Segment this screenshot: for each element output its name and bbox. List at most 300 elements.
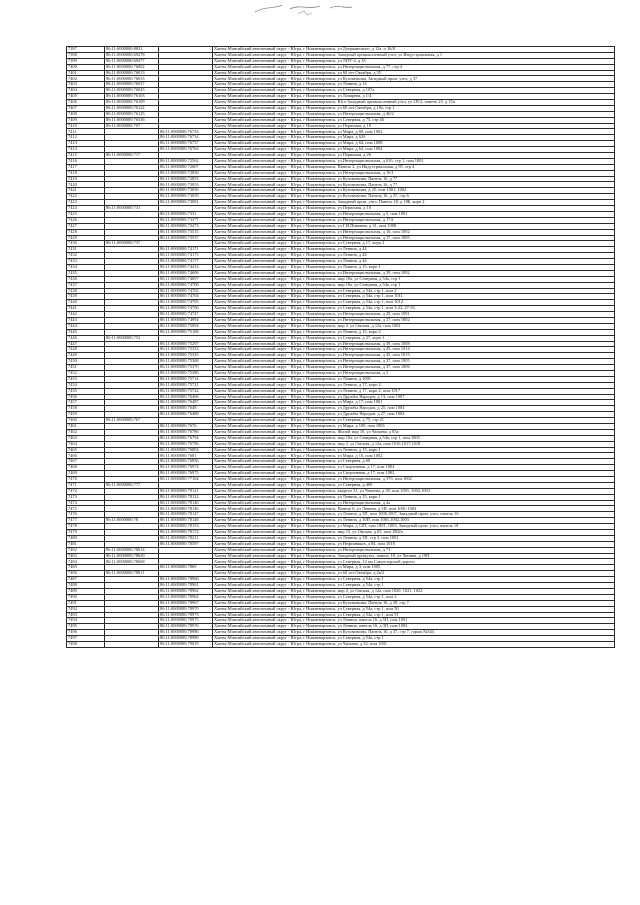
parcel-number-cell: 86:11:0000000:777 — [105, 482, 159, 488]
address-prefix: Ханты-Мансийский автономный округ - Югра, г Нижневартовск, — [214, 553, 338, 558]
row-number-cell: 7419 — [67, 176, 105, 182]
object-number-cell: 86:11:0000000:78964 — [159, 594, 213, 600]
row-number-cell: 7488 — [67, 583, 105, 589]
object-number-cell: 86:11:0000000:76794 — [159, 435, 213, 441]
row-number-cell: 7458 — [67, 406, 105, 412]
address-prefix: Ханты-Мансийский автономный округ - Югра, г Нижневартовск, — [214, 152, 338, 158]
address-prefix: Ханты-Мансийский автономный округ - Югра, г Нижневартовск, — [214, 623, 338, 629]
address-prefix: Ханты-Мансийский автономный округ - Югра, г Нижневартовск, — [214, 264, 338, 269]
row-number-cell: 7471 — [67, 482, 105, 488]
row-number-cell: 7498 — [67, 641, 105, 647]
address-detail: ул Северная, д 40б — [337, 482, 373, 487]
object-number-cell: 86:11:0000000:78121 — [159, 488, 213, 494]
address-prefix: Ханты-Мансийский автономный округ - Югра, г Нижневартовск, — [214, 199, 338, 205]
object-number-cell: 86:11:0000000:7331 — [159, 211, 213, 217]
row-number-cell: 7449 — [67, 353, 105, 359]
object-number-cell: 86:11:0000000:75333 — [159, 347, 213, 353]
object-number-cell: 86:11:0000000:74747 — [159, 312, 213, 318]
address-prefix: Ханты-Мансийский автономный округ - Югра, г Нижневартовск, — [214, 612, 338, 617]
address-prefix: Ханты-Мансийский автономный округ - Югра, г Нижневартовск, — [214, 388, 338, 393]
row-number-cell: 7434 — [67, 264, 105, 270]
cadastral-registry-table — [66, 46, 615, 648]
parcel-number-cell: 86:11:0000000:76125 — [105, 111, 159, 117]
row-number-cell: 7489 — [67, 588, 105, 594]
object-number-cell: 86:11:0000000:74704 — [159, 294, 213, 300]
address-detail: ул Лопарева, д 1/4 — [337, 93, 372, 99]
address-detail: ул Мира, д 3, пом 1005 — [337, 564, 381, 570]
address-prefix: Ханты-Мансийский автономный округ - Югра, г Нижневартовск, — [214, 564, 338, 570]
parcel-number-cell: 86:11:0000000:752 — [105, 335, 159, 341]
object-number-cell: 86:11:0000000:75297 — [159, 341, 213, 347]
address-prefix: Ханты-Мансийский автономный округ - Югра, г Нижневартовск, — [214, 358, 338, 364]
row-number-cell: 7418 — [67, 170, 105, 176]
address-detail: ул Северная, д 54а, стр 1, пом 50 — [337, 606, 399, 611]
address-prefix: Ханты-Мансийский автономный округ - Югра, г Нижневартовск, — [214, 405, 338, 411]
address-detail: ул Кузоваткина, д 25, пом 1001, 1002 — [337, 187, 407, 193]
address-detail: ул Интернациональная, д 16, пом 1002 — [337, 229, 410, 234]
address-detail: ул Интернациональная, д 37б, пом 1002 — [337, 476, 412, 482]
address-detail: ул Мира, д 100, пом 1003 — [337, 423, 385, 429]
row-number-cell: 7481 — [67, 541, 105, 547]
address-detail: ул Ленина, панель 16, д 5П, пом 1001 — [337, 617, 408, 623]
address-prefix: Ханты-Мансийский автономный округ - Югра, г Нижневартовск, — [214, 193, 338, 199]
object-number-cell: 86:11:0000000:72853 — [159, 176, 213, 182]
address-prefix: Ханты-Мансийский автономный округ - Югра, г Нижневартовск, — [214, 293, 338, 299]
parcel-number-cell: 86:11:0000000:76002 — [105, 64, 159, 70]
object-number-cell: 86:11:0000000:72830 — [159, 170, 213, 176]
address-detail: ул Дружбы Народов, д 13, пом 1007 — [337, 394, 405, 399]
address-detail: ул Кузоваткина, Панель 16, д 37, стр 7, гараж №344 — [337, 629, 434, 635]
address-detail: ул Интернациональная, д 39, пом 1008 — [337, 341, 410, 346]
address-cell — [213, 641, 615, 647]
object-number-cell: 86:11:0000000:78986 — [159, 630, 213, 636]
object-number-cell: 86:11:0000000:76466 — [159, 394, 213, 400]
address-prefix: Ханты-Мансийский автономный округ - Югра, г Нижневартовск, — [214, 299, 338, 305]
object-number-cell: 86:11:0000000:78975 — [159, 618, 213, 624]
address-detail: ул Мира, д 62б — [337, 134, 366, 140]
address-prefix: Ханты-Мансийский автономный округ - Югра, г Нижневартовск, — [214, 429, 338, 434]
address-detail: ул Интернациональная, д 2 — [337, 370, 389, 376]
address-prefix: Ханты-Мансийский автономный округ - Югра, г Нижневартовск, — [214, 187, 338, 193]
row-number-cell: 7445 — [67, 329, 105, 335]
address-detail: ул Ленина, д 17, корп 2 — [337, 382, 381, 387]
address-detail: ул Интернациональная, д 16/1 — [337, 170, 394, 175]
row-number-cell: 7484 — [67, 559, 105, 565]
object-number-cell: 86:11:0000000:75386 — [159, 370, 213, 376]
address-detail: мкр 10а, ул Северная, д 54а, стр 1 — [337, 276, 401, 281]
row-number-cell: 7436 — [67, 276, 105, 282]
row-number-cell: 7437 — [67, 282, 105, 288]
address-prefix: Ханты-Мансийский автономный округ - Югра, г Нижневартовск, — [214, 606, 338, 611]
address-prefix: Ханты-Мансийский автономный округ - Югра, г Нижневартовск, — [214, 58, 338, 63]
row-number-cell: 7397 — [67, 47, 105, 53]
object-number-cell: 86:11:0000000:75108 — [159, 329, 213, 335]
address-detail: ул Северная, д 54а, стр 1 — [337, 635, 384, 641]
row-number-cell: 7495 — [67, 624, 105, 630]
address-detail: ул Северная, д 60 — [337, 458, 371, 464]
object-number-cell: 86:11:0000000:74177 — [159, 259, 213, 265]
address-detail: Западный пром. узел, Панель 18, д 18Б, корп 2 — [337, 199, 425, 205]
address-prefix: Ханты-Мансийский автономный округ - Югра, г Нижневартовск, — [214, 352, 338, 358]
row-number-cell: 7463 — [67, 435, 105, 441]
address-detail: Юго-Западный промышленный узел, ул 2П-2, панель 25, д 15а — [337, 99, 455, 105]
row-number-cell: 7430 — [67, 241, 105, 247]
object-number-cell: 86:11:0000000:78989 — [159, 636, 213, 642]
address-prefix: Ханты-Мансийский автономный округ - Югра, г Нижневартовск, — [214, 341, 338, 346]
address-prefix: Ханты-Мансийский автономный округ - Югра, г Нижневартовск, — [214, 128, 338, 134]
object-number-cell: 86:11:0000000:7648 — [159, 406, 213, 412]
row-number-cell: 7423 — [67, 200, 105, 206]
address-detail: ул Интернациональная, д 61б, стр 1, пом 1001 — [337, 158, 424, 163]
address-detail: ул Спортивная, д 17, пом 1002 — [337, 470, 395, 476]
address-detail: ул Дзержинского, д 12а, п 16/8 — [337, 46, 395, 52]
row-number-cell: 7416 — [67, 158, 105, 164]
row-number-cell: 7403 — [67, 82, 105, 88]
address-prefix: Ханты-Мансийский автономный округ - Югра, г Нижневартовск, — [214, 570, 338, 576]
address-detail: ул Кузоваткина, Панель 16, д 39, стр 7 — [337, 600, 409, 605]
address-prefix: Ханты-Мансийский автономный округ - Югра, г Нижневартовск, — [214, 329, 338, 334]
address-detail: ул Кузоваткина, Панель 16, д 37, стр 6 — [337, 193, 409, 199]
address-prefix: Ханты-Мансийский автономный округ - Югра, г Нижневартовск, — [214, 181, 338, 187]
address-detail: ул Северная, д 27, корп 1 — [337, 335, 385, 340]
scan-artifact-marks — [0, 0, 640, 44]
address-prefix: Ханты-Мансийский автономный округ - Югра, г Нижневартовск, — [214, 217, 338, 222]
address-detail: ул Интернациональная, д 46/2 — [337, 111, 394, 116]
object-number-cell: 86:11:0000000:76975 — [159, 471, 213, 477]
row-number-cell: 7465 — [67, 447, 105, 453]
address-prefix: Ханты-Мансийский автономный округ - Югра, г Нижневартовск, — [214, 505, 338, 511]
row-number-cell: 7406 — [67, 100, 105, 106]
object-number-cell: 86:11:0000000:76488 — [159, 412, 213, 418]
address-detail: Панель 6, ул Ленина, д 3П, пом 1001-1003 — [337, 505, 417, 511]
address-detail: ул Северная, д 54а, стр 1 — [337, 582, 384, 588]
address-detail: Западный промузел, панель 18, ул Ленина, д 19П — [337, 553, 430, 558]
address-prefix: Ханты-Мансийский автономный округ - Югра, г Нижневартовск, — [214, 205, 338, 211]
address-detail: ул Северная, д 107а — [337, 87, 375, 93]
object-number-cell: 86:11:0000000:78122 — [159, 494, 213, 500]
address-prefix: Ханты-Мансийский автономный округ - Югра, г Нижневартовск, — [214, 447, 338, 452]
object-number-cell: 86:11:0000000:7676 — [159, 424, 213, 430]
address-prefix: Ханты-Мансийский автономный округ - Югра, г Нижневартовск, — [214, 288, 338, 293]
address-detail: мкр 10а, ул Северная, д 54а, стр 1, пом 1005 — [337, 435, 420, 440]
address-detail: ул Кузоваткина, Панель 16, д 77 — [337, 181, 398, 187]
address-detail: ул Северная, 12 км Самотлорской дороги — [337, 558, 415, 564]
address-prefix: Ханты-Мансийский автономный округ - Югра, г Нижневартовск, — [214, 158, 338, 163]
row-number-cell: 7491 — [67, 600, 105, 606]
row-number-cell: 7457 — [67, 400, 105, 406]
object-number-cell: 86:11:0000000:73377 — [159, 217, 213, 223]
row-number-cell: 7469 — [67, 471, 105, 477]
object-number-cell: 86:11:0000000:76796 — [159, 441, 213, 447]
address-prefix: Ханты-Мансийский автономный округ - Югра, г Нижневартовск, — [214, 229, 338, 234]
parcel-number-cell: 86:11:0000000:737 — [105, 241, 159, 247]
row-number-cell: 7450 — [67, 359, 105, 365]
object-number-cell: 86:11:0000000:78962 — [159, 588, 213, 594]
address-prefix: Ханты-Мансийский автономный округ - Югра, г Нижневартовск, — [214, 458, 338, 464]
address-prefix: Ханты-Мансийский автономный округ - Югра, г Нижневартовск, — [214, 317, 338, 323]
row-number-cell: 7472 — [67, 488, 105, 494]
address-detail: ул Северная, д 17, корп 2 — [337, 240, 385, 246]
address-prefix: Ханты-Мансийский автономный округ - Югра, г Нижневартовск, — [214, 370, 338, 376]
object-number-cell: 86:11:0000000:7869 — [159, 565, 213, 571]
address-detail: мкр 10а, ул Северная, д 54а, стр 1 — [337, 282, 401, 287]
parcel-number-cell — [105, 641, 159, 647]
object-number-cell: 86:11:0000000:74700 — [159, 282, 213, 288]
row-number-cell: 7452 — [67, 370, 105, 376]
object-number-cell: 86:11:0000000:75722 — [159, 388, 213, 394]
address-prefix: Ханты-Мансийский автономный округ - Югра, г Нижневартовск, — [214, 99, 338, 105]
address-prefix: Ханты-Мансийский автономный округ - Югра, г Нижневартовск, — [214, 558, 338, 564]
address-prefix: Ханты-Мансийский автономный округ - Югра, г Нижневартовск, — [214, 123, 338, 128]
parcel-number-cell: 86:11:0000000:78629 — [105, 553, 159, 559]
row-number-cell: 7470 — [67, 477, 105, 483]
row-number-cell: 7490 — [67, 594, 105, 600]
address-detail: ул Чапаева, д 32, пом 1001 — [337, 641, 387, 646]
row-number-cell: 7439 — [67, 294, 105, 300]
address-detail: мкр 2, ул Омская, д 12а, пом 1016,1017,1018 — [337, 441, 421, 446]
row-number-cell: 7464 — [67, 441, 105, 447]
object-number-cell: 86:11:0000000:78147 — [159, 512, 213, 518]
row-number-cell: 7496 — [67, 630, 105, 636]
address-detail: ул Ленина, д 10П, пом 1001,1002,1003 — [337, 517, 409, 523]
address-prefix: Ханты-Мансийский автономный округ - Югра, г Нижневартовск, — [214, 258, 338, 264]
address-prefix: Ханты-Мансийский автономный округ - Югра, г Нижневартовск, — [214, 547, 338, 552]
parcel-number-cell: 86:11:0000000:707 — [105, 123, 159, 129]
object-number-cell: 86:11:0000000:76734 — [159, 135, 213, 141]
object-number-cell: 86:11:0000000:74414 — [159, 264, 213, 270]
object-number-cell: 86:11:0000000:73537 — [159, 235, 213, 241]
address-prefix: Ханты-Мансийский автономный округ - Югра, г Нижневартовск, — [214, 523, 338, 529]
address-prefix: Ханты-Мансийский автономный округ - Югра, г Нижневартовск, — [214, 423, 338, 429]
address-prefix: Ханты-Мансийский автономный округ - Югра, г Нижневартовск, — [214, 70, 338, 75]
object-number-cell: 86:11:0000000:73053 — [159, 182, 213, 188]
address-prefix: Ханты-Мансийский автономный округ - Югра, г Нижневартовск, — [214, 134, 338, 140]
row-number-cell: 7422 — [67, 194, 105, 200]
row-number-cell: 7477 — [67, 518, 105, 524]
row-number-cell: 7425 — [67, 211, 105, 217]
object-number-cell: 86:11:0000000:73515 — [159, 229, 213, 235]
address-prefix: Ханты-Мансийский автономный округ - Югра, г Нижневартовск, — [214, 500, 338, 505]
address-prefix: Ханты-Мансийский автономный округ - Югра, г Нижневартовск, — [214, 75, 338, 81]
row-number-cell: 7459 — [67, 412, 105, 418]
row-number-cell: 7485 — [67, 565, 105, 571]
row-number-cell: 7447 — [67, 341, 105, 347]
row-number-cell: 7431 — [67, 247, 105, 253]
address-detail: ул Первомая, д 10 — [337, 123, 371, 128]
row-number-cell: 7444 — [67, 323, 105, 329]
address-detail: ул Интернациональная, д 17А — [337, 217, 394, 222]
row-number-cell: 7460 — [67, 418, 105, 424]
row-number-cell: 7440 — [67, 300, 105, 306]
row-number-cell: 7405 — [67, 94, 105, 100]
row-number-cell: 7474 — [67, 500, 105, 506]
address-detail: ул Ленина, д 44 — [337, 258, 367, 264]
row-number-cell: 7483 — [67, 553, 105, 559]
address-prefix: Ханты-Мансийский автономный округ - Югра, г Нижневартовск, — [214, 594, 338, 599]
row-number-cell: 7466 — [67, 453, 105, 459]
object-number-cell: 86:11:0000000:7681 — [159, 453, 213, 459]
address-detail: ул Дружбы Народов, д 27, пом 1004 — [337, 411, 405, 417]
address-prefix: Ханты-Мансийский автономный округ - Югра, г Нижневартовск, — [214, 223, 338, 228]
address-detail: ул Мира, д 60, пом 1002 — [337, 128, 383, 134]
row-number-cell: 7480 — [67, 535, 105, 541]
address-detail: ул Северная, д 54а, стр 1 — [337, 576, 384, 582]
object-number-cell: 86:11:0000000:76733 — [159, 129, 213, 135]
row-number-cell: 7412 — [67, 135, 105, 141]
row-number-cell: 7427 — [67, 223, 105, 229]
address-detail: ул Ленина, д 44 — [337, 246, 367, 252]
address-prefix: Ханты-Мансийский автономный округ - Югра, г Нижневартовск, — [214, 276, 338, 281]
address-detail: ул Ленина, д 3П, стр 3, пом 1001 — [337, 535, 399, 540]
address-prefix: Ханты-Мансийский автономный округ - Югра, г Нижневартовск, — [214, 617, 338, 623]
parcel-number-cell: 86:11:0000000:767 — [105, 418, 159, 424]
address-detail: ул Ленина, д 15, корп 1 — [337, 494, 381, 499]
object-number-cell: 86:11:0000000:78148 — [159, 518, 213, 524]
object-number-cell: 86:11:0000000:78976 — [159, 624, 213, 630]
parcel-number-cell: 86:11:0000000:76033 — [105, 76, 159, 82]
address-detail: Панель 2, ул Индустриальная, д 95, стр 4 — [337, 164, 415, 169]
address-detail: ул Северная, д 54а, стр 1, пом 3-22, 27-33 — [337, 305, 415, 311]
address-detail: Жилой мкр 10, ул Чапаева, д 83а — [337, 429, 399, 434]
row-number-cell: 7417 — [67, 164, 105, 170]
row-number-cell: 7415 — [67, 153, 105, 159]
parcel-number-cell: 86:11:0000000:78668 — [105, 559, 159, 565]
address-prefix: Ханты-Мансийский автономный округ - Югра, г Нижневартовск, — [214, 170, 338, 175]
address-prefix: Ханты-Мансийский автономный округ - Югра, г Нижневартовск, — [214, 111, 338, 116]
row-number-cell: 7410 — [67, 123, 105, 129]
row-number-cell: 7475 — [67, 506, 105, 512]
address-detail: ул Кузоваткина, Панель 16, д 77 — [337, 176, 398, 181]
address-detail: ул Интернациональная, д 29, пом 1091 — [337, 311, 410, 317]
row-number-cell: 7473 — [67, 494, 105, 500]
address-detail: ул Интернациональная, д 29, пом 1092 — [337, 270, 410, 275]
address-detail: ул Спортивная, д 17, пом 1004 — [337, 464, 395, 470]
row-number-cell: 7461 — [67, 424, 105, 430]
object-number-cell: 86:11:0000000:73059 — [159, 194, 213, 200]
address-detail: ул Мира, д 64, пом 1004 — [337, 146, 383, 152]
parcel-number-cell: 86:11:0000000:731 — [105, 206, 159, 212]
row-number-cell: 7446 — [67, 335, 105, 341]
parcel-number-cell: 86:11:0000000:76037 — [105, 82, 159, 88]
address-prefix: Ханты-Мансийский автономный округ - Югра, г Нижневартовск, — [214, 435, 338, 440]
row-number-cell: 7467 — [67, 459, 105, 465]
row-number-cell: 7441 — [67, 306, 105, 312]
address-prefix: Ханты-Мансийский автономный округ - Югра, г Нижневартовск, — [214, 376, 338, 381]
parcel-number-cell: 86:11:0000000:76045 — [105, 88, 159, 94]
address-detail: ул Северная, д 75, стр 46 — [337, 117, 384, 122]
row-number-cell: 7433 — [67, 259, 105, 265]
address-detail: ул Дружбы Народов, д 25, пом 1004 — [337, 405, 405, 411]
address-detail: ул Интернациональная, д 45, пом 1014 — [337, 346, 410, 352]
parcel-number-cell: 86:11:0000000:69278 — [105, 52, 159, 58]
row-number-cell: 7399 — [67, 58, 105, 64]
row-number-cell: 7443 — [67, 317, 105, 323]
parcel-number-cell: 86:11:0000000:717 — [105, 153, 159, 159]
row-number-cell: 7454 — [67, 382, 105, 388]
address-prefix: Ханты-Мансийский автономный округ - Югра, г Нижневартовск, — [214, 52, 338, 57]
row-number-cell: 7492 — [67, 606, 105, 612]
address-detail: ул Интернациональная, д 71 — [337, 547, 391, 552]
object-number-cell: 86:11:0000000:78140 — [159, 500, 213, 506]
address-detail: ул Интернациональная, д 5, пом 1001 — [337, 211, 408, 216]
row-number-cell: 7429 — [67, 235, 105, 241]
row-number-cell: 7487 — [67, 577, 105, 583]
address-detail: ул Ленина, д 15, корп 1 — [337, 264, 381, 269]
address-prefix: Ханты-Мансийский автономный округ - Югра, г Нижневартовск, — [214, 117, 338, 122]
address-prefix: Ханты-Мансийский автономный округ - Югра, г Нижневартовск, — [214, 394, 338, 399]
address-detail: ул Северная, д 54а, стр 1, пом 1011 — [337, 293, 403, 299]
address-prefix: Ханты-Мансийский автономный округ - Югра, г Нижневартовск, — [214, 582, 338, 588]
address-prefix: Ханты-Мансийский автономный округ - Югра, г Нижневартовск, — [214, 511, 338, 517]
address-prefix: Ханты-Мансийский автономный округ - Югра, г Нижневартовск, — [214, 176, 338, 181]
row-number-cell: 7426 — [67, 217, 105, 223]
address-prefix: Ханты-Мансийский автономный округ - Югра, г Нижневартовск, — [214, 482, 338, 487]
address-prefix: Ханты-Мансийский автономный округ - Югра, г Нижневартовск, — [214, 464, 338, 470]
address-prefix: Ханты-Мансийский автономный округ - Югра, г Нижневартовск, — [214, 240, 338, 246]
row-number-cell: 7494 — [67, 618, 105, 624]
address-prefix: Ханты-Мансийский автономный округ - Югра, г Нижневартовск, — [214, 541, 338, 546]
row-number-cell: 7462 — [67, 429, 105, 435]
address-prefix: Ханты-Мансийский автономный округ - Югра, г Нижневартовск, — [214, 235, 338, 240]
address-detail: ул Интернациональная, д 4а — [337, 500, 391, 505]
address-detail: ул Г.И.Пикмана, д 31, пом 1008 — [337, 223, 397, 228]
object-number-cell: 86:11:0000000:75094 — [159, 323, 213, 329]
address-detail: ул Интернациональная, д 77, стр 4 — [337, 64, 402, 69]
object-number-cell: 86:11:0000000:74171 — [159, 247, 213, 253]
address-prefix: Ханты-Мансийский автономный округ - Югра, г Нижневартовск, — [214, 535, 338, 540]
object-number-cell: 86:11:0000000:74994 — [159, 317, 213, 323]
object-number-cell: 86:11:0000000:74706 — [159, 306, 213, 312]
object-number-cell: 86:11:0000000:72562 — [159, 158, 213, 164]
object-number-cell: 86:11:0000000:72607 — [159, 164, 213, 170]
row-number-cell: 7468 — [67, 465, 105, 471]
address-prefix: Ханты-Мансийский автономный округ - Югра, г Нижневартовск, — [214, 211, 338, 216]
parcel-number-cell: 86:11:0000000:69477 — [105, 58, 159, 64]
row-number-cell: 7400 — [67, 64, 105, 70]
object-number-cell: 86:11:0000000:73081 — [159, 200, 213, 206]
address-detail: ул Ленина, д 14 — [337, 81, 367, 87]
row-number-cell: 7448 — [67, 347, 105, 353]
row-number-cell: 7402 — [67, 76, 105, 82]
parcel-number-cell: 86:11:0000000:76122 — [105, 105, 159, 111]
address-prefix: Ханты-Мансийский автономный округ - Югра, г Нижневартовск, — [214, 576, 338, 582]
address-prefix: Ханты-Мансийский автономный округ - Югра, г Нижневартовск, — [214, 441, 338, 446]
parcel-number-cell: 86:11:0000000:76103 — [105, 94, 159, 100]
row-number-cell: 7493 — [67, 612, 105, 618]
object-number-cell: 86:11:0000000:76856 — [159, 459, 213, 465]
address-detail: ул Мира, д 64, пом 1008 — [337, 140, 383, 146]
object-number-cell: 86:11:0000000:78961 — [159, 583, 213, 589]
row-number-cell: 7420 — [67, 182, 105, 188]
address-detail: ул Ленина, д 1001 — [337, 376, 371, 381]
address-prefix: Ханты-Мансийский автономный округ - Югра, г Нижневартовск, — [214, 270, 338, 275]
row-number-cell: 7482 — [67, 547, 105, 553]
address-detail: ул 60 лет Октября, д 18а, стр 1 — [337, 105, 395, 110]
address-detail: ул ЛПУ-2, д 33 — [337, 58, 366, 63]
row-number-cell: 7438 — [67, 288, 105, 294]
address-prefix: Ханты-Мансийский автономный округ - Югра, г Нижневартовск, — [214, 641, 338, 646]
row-number-cell: 7479 — [67, 530, 105, 536]
address-prefix: Ханты-Мансийский автономный округ - Югра, г Нижневартовск, — [214, 140, 338, 146]
object-number-cell: 86:11:0000000:76487 — [159, 400, 213, 406]
address-detail: Западный промышленный узел, ул Индустриальная, д 1 — [337, 52, 443, 57]
object-number-cell: 86:11:0000000:76786 — [159, 429, 213, 435]
row-number-cell: 7478 — [67, 524, 105, 530]
parcel-number-cell: 86:11:0000000:78 — [105, 518, 159, 524]
address-detail: мкр 2, ул Омская, д 12а, пом 1002 — [337, 323, 401, 328]
object-number-cell: 86:11:0000000:76737 — [159, 141, 213, 147]
object-number-cell: 86:11:0000000:74173 — [159, 253, 213, 259]
